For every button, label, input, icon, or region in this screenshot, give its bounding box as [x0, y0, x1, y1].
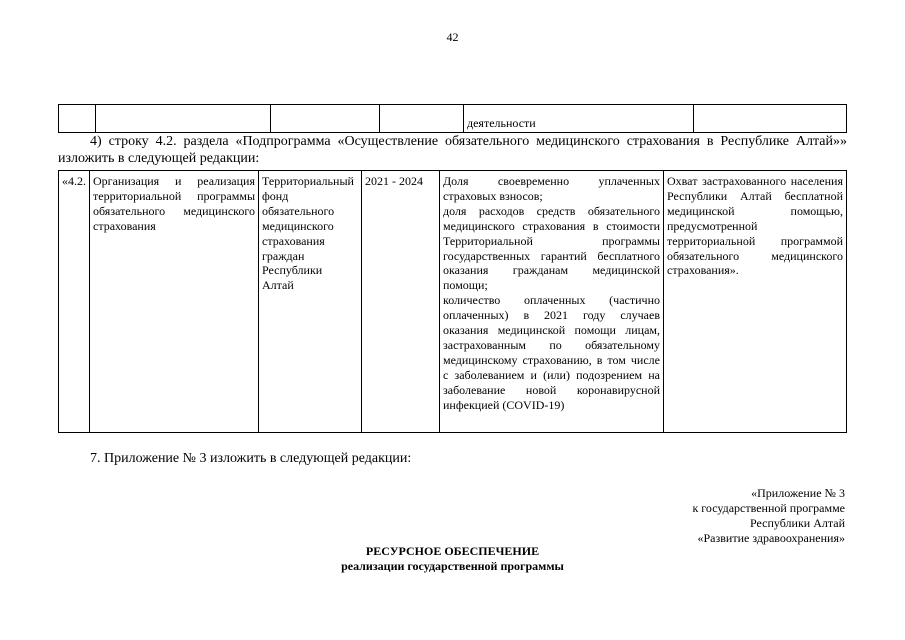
indicator-item: количество оплаченных (частично оплаченных) в 2021 году случаев оказания медицинской помощи лицам, застрахованным по обязательному медицинскому страхованию, в том числе с заболеванием и (или) подозрением на заболевание новой коронавирусной инфекцией (COVID-19)	[443, 293, 660, 412]
executor-line: медицинского	[262, 218, 334, 233]
previous-row-table	[58, 104, 847, 133]
period: 2021 - 2024	[362, 171, 440, 433]
section-title-line: реализации государственной программы	[341, 559, 564, 573]
paragraph-4: 4) строку 4.2. раздела «Подпрограмма «Осуществление обязательного медицинского страхования в Республике Алтай»» изложить в следующей редакции:	[58, 134, 847, 166]
appendix-line: «Приложение № 3	[751, 486, 845, 500]
section-title	[0, 544, 905, 574]
table-cell	[271, 105, 380, 133]
executor-line: Алтай	[262, 278, 294, 293]
appendix-line: к государственной программе	[692, 501, 845, 515]
table-cell	[96, 105, 271, 133]
table-cell	[380, 105, 464, 133]
executor-line: Республики	[262, 263, 323, 278]
executor-line: фонд	[262, 188, 289, 203]
paragraph-7: 7. Приложение № 3 изложить в следующей редакции:	[90, 451, 412, 466]
page-number: 42	[446, 30, 459, 44]
appendix-heading	[692, 486, 845, 546]
indicators	[440, 171, 664, 433]
executor-line: Территориальный	[262, 174, 354, 188]
row-4-2-table	[58, 170, 847, 433]
executor-line: страхования	[262, 233, 325, 248]
row-number: «4.2.	[59, 171, 90, 433]
appendix-line: Республики Алтай	[750, 516, 845, 530]
table-cell	[694, 105, 847, 133]
activity-name: Организация и реализация территориальной программы обязательного медицинского страхования	[90, 171, 259, 433]
executor-line: обязательного	[262, 203, 335, 218]
executor-line: граждан	[262, 248, 305, 263]
appendix-line: «Развитие здравоохранения»	[697, 531, 845, 545]
table-row	[59, 105, 847, 133]
indicator-item: доля расходов средств обязательного медицинского страхования в стоимости Территориальной программы государственных гарантий бесплатного оказания гражданам медицинской помощи;	[443, 203, 660, 293]
table-row	[59, 171, 847, 433]
executor	[259, 171, 362, 433]
indicator-item: Доля своевременно уплаченных страховых взносов;	[443, 174, 660, 203]
result: Охват застрахованного населения Республики Алтай бесплатной медицинской помощью, предусмотренной территориальной программой обязательного медицинского страхования».	[664, 171, 847, 433]
table-cell: деятельности	[464, 105, 694, 133]
section-title-line: РЕСУРСНОЕ ОБЕСПЕЧЕНИЕ	[365, 544, 540, 558]
table-cell	[59, 105, 96, 133]
